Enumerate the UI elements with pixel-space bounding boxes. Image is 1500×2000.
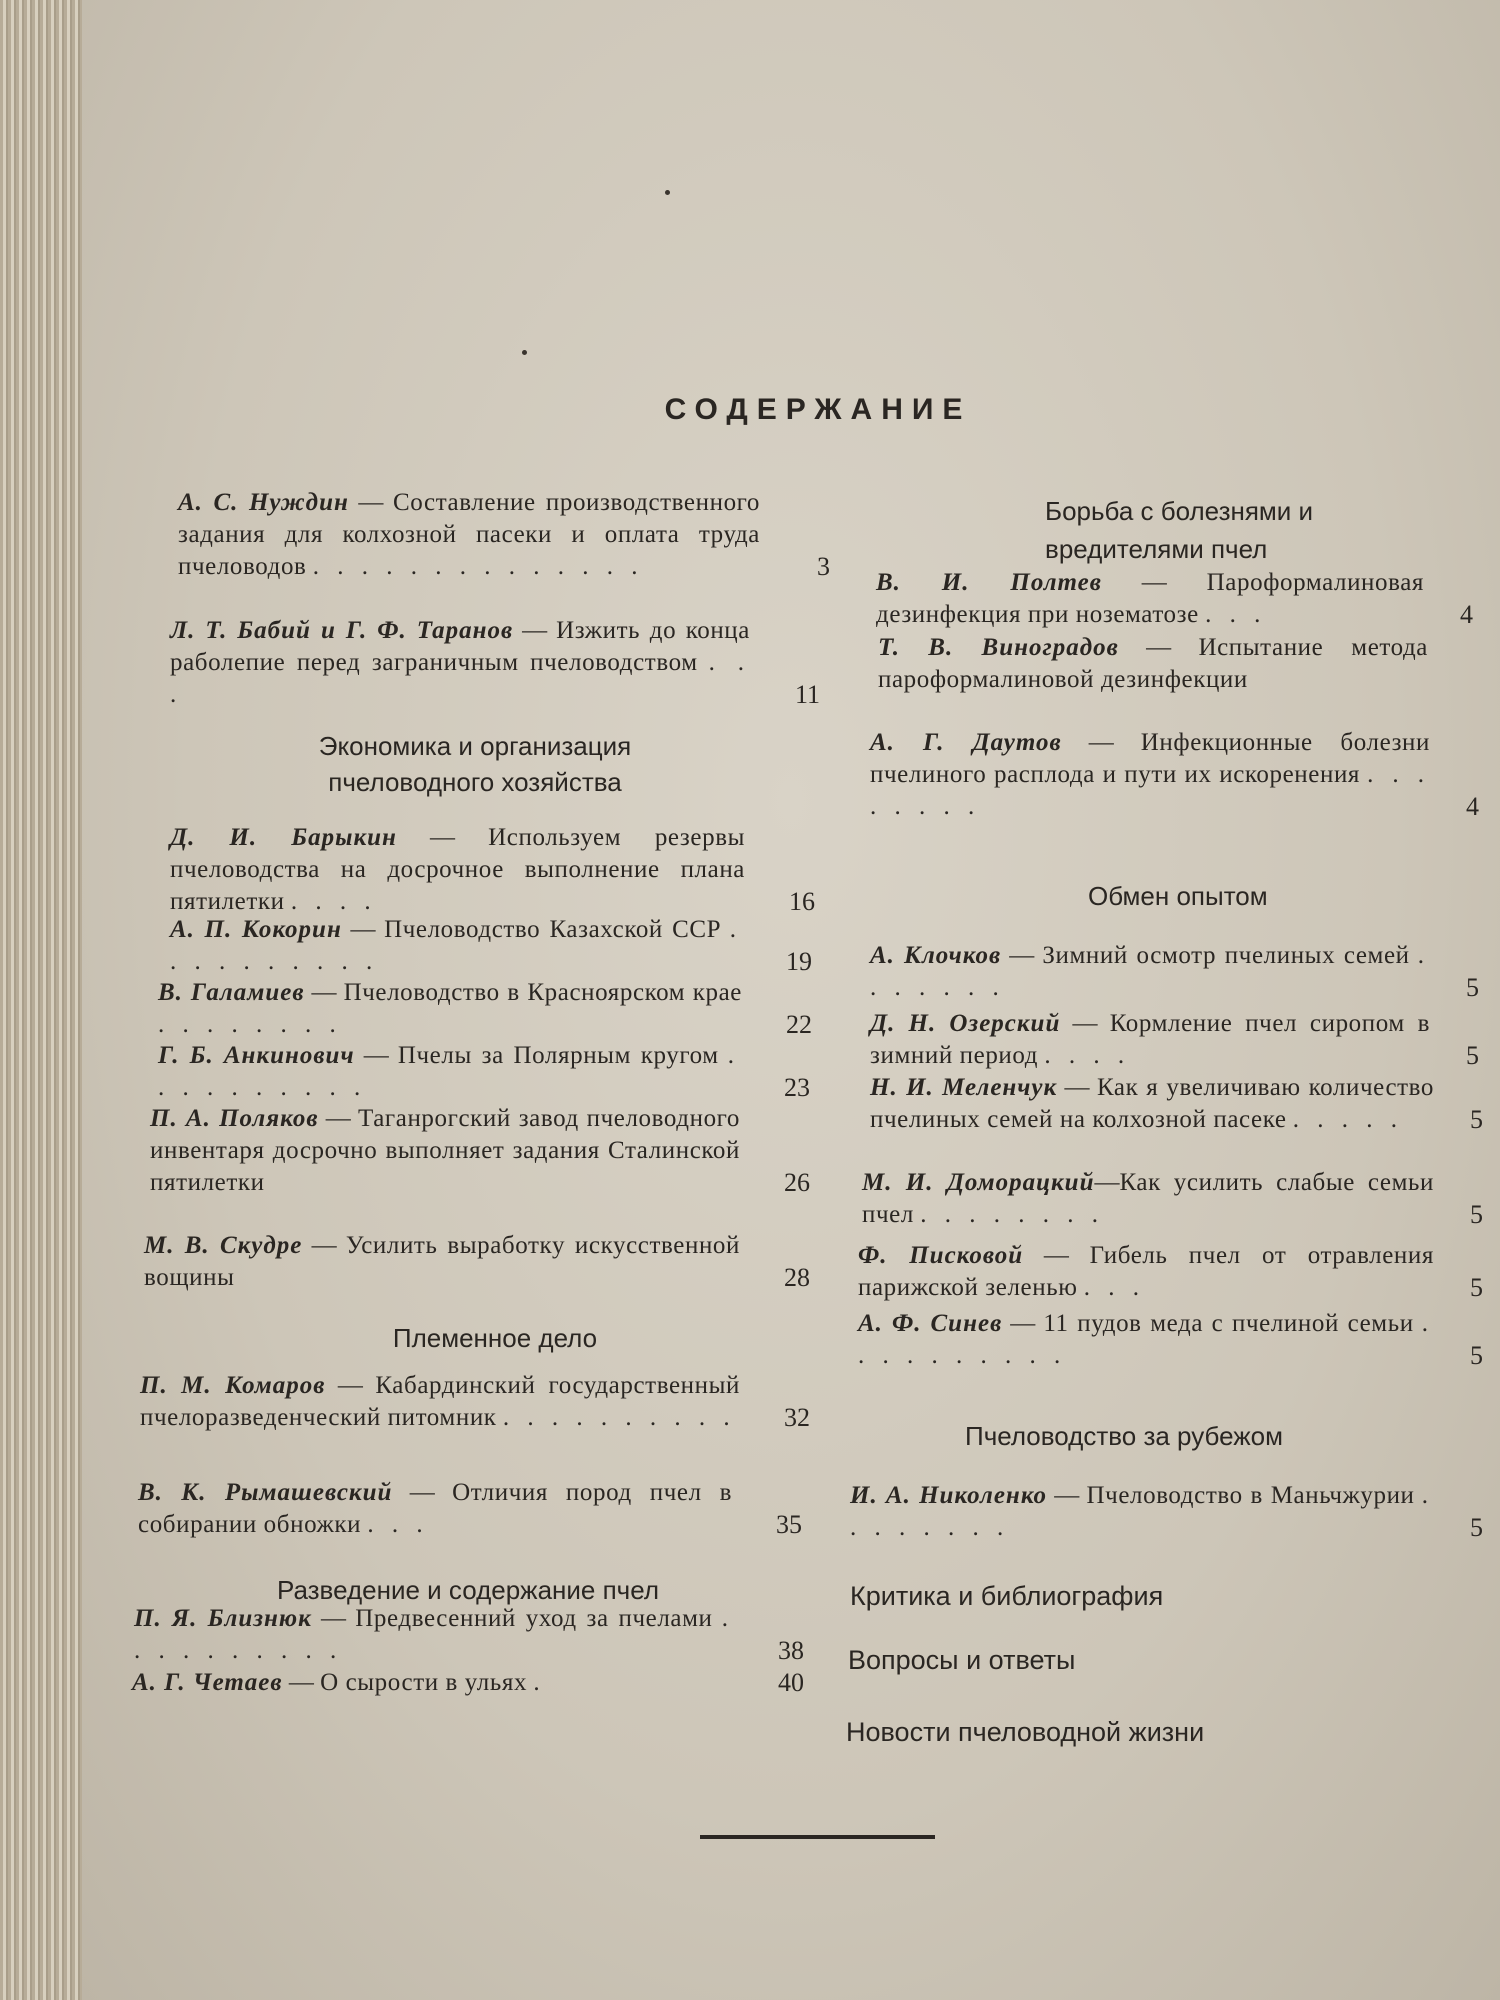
entry-author: А. Г. Даутов	[870, 729, 1062, 756]
entry-page: 4	[1460, 600, 1473, 629]
section-heading[interactable]: Новости пчеловодной жизни	[846, 1717, 1205, 1747]
entry-author: М. И. Доморацкий	[862, 1169, 1095, 1196]
entry-title: Пчеловодство в Красноярском крае	[343, 979, 743, 1006]
entry-author: Г. Б. Анкинович	[158, 1042, 355, 1069]
entry-title: 11 пудов меда с пчелиной семьи	[1043, 1310, 1414, 1337]
entry-page: 28	[784, 1263, 810, 1292]
section-heading: Разведение и содержание пчел	[276, 1575, 660, 1605]
toc-entry[interactable]: Л. Т. Бабий и Г. Ф. Таранов — Изжить до конца раболепие перед заграничным пчеловодством . . . 11	[170, 617, 820, 709]
entry-page: 3	[817, 552, 830, 581]
entry-page: 5	[1470, 1341, 1483, 1370]
entry-author: В. Галамиев	[158, 979, 305, 1006]
entry-page: 5	[1466, 973, 1479, 1002]
entry-page: 5	[1470, 1200, 1483, 1229]
entry-title: Пчелы за Полярным кругом	[397, 1042, 719, 1069]
entry-page: 5	[1470, 1513, 1483, 1542]
toc-entry[interactable]: А. Г. Даутов — Инфекционные болезни пчелиного расплода и пути их искоренения . . . . . . . . 4	[870, 727, 1430, 823]
toc-entry[interactable]: М. В. Скудре — Усилить выработку искусственной вощины 28	[144, 1232, 810, 1292]
toc-entry[interactable]: А. С. Нуждин — Составление производственного задания для колхозной пасеки и оплата труда пчеловодов . . . . . . . . . . . . . . 3	[178, 489, 830, 581]
toc-entry[interactable]: А. Клочков — Зимний осмотр пчелиных семей . . . . . . . 5	[870, 940, 1430, 1004]
entry-author: Т. В. Виноградов	[878, 634, 1119, 661]
entry-title: Таганрогский завод пчеловодного инвентаря досрочно выполняет задания Сталинской пятилетки	[150, 1105, 740, 1196]
entry-page: 5	[1470, 1273, 1483, 1302]
section-heading: Борьба с болезнями и вредителями пчел	[1045, 496, 1314, 564]
toc-entry[interactable]: Д. И. Барыкин — Используем резервы пчеловодства на досрочное выполнение плана пятилетки . . . . 16	[170, 824, 815, 916]
entry-title: Как я увеличиваю количество пчелиных семей на колхозной пасеке	[870, 1074, 1434, 1133]
entry-title: Инфекционные болезни пчелиного расплода и пути их искоренения	[870, 729, 1431, 788]
entry-page: 32	[784, 1403, 810, 1432]
toc-entry[interactable]: А. Ф. Синев — 11 пудов меда с пчелиной семьи . . . . . . . . . . 5	[858, 1308, 1434, 1372]
section-heading[interactable]: Критика и библиография	[850, 1581, 1164, 1611]
closing-rule	[700, 1835, 935, 1839]
toc-entry[interactable]: П. М. Комаров — Кабардинский государственный пчелоразведенческий питомник . . . . . . . . . . 32	[140, 1372, 810, 1432]
entry-author: П. М. Комаров	[140, 1372, 326, 1399]
entry-title: Предвесенний уход за пчелами	[355, 1605, 713, 1632]
entry-author: А. Г. Четаев	[132, 1669, 283, 1696]
entry-page: 40	[778, 1668, 804, 1697]
section-heading: Обмен опытом	[1088, 881, 1268, 911]
toc-entry[interactable]: М. И. Доморацкий—Как усилить слабые семьи пчел . . . . . . . . 5	[862, 1167, 1434, 1231]
entry-page: 11	[794, 680, 820, 709]
entry-author: В. К. Рымашевский	[138, 1479, 393, 1506]
entry-page: 26	[784, 1168, 810, 1197]
entry-author: А. С. Нуждин	[178, 489, 349, 516]
entry-title: Пароформалиновая дезинфекция при нозематозе	[876, 569, 1424, 628]
entry-title: Усилить выработку искусственной вощины	[144, 1232, 740, 1291]
toc-entry[interactable]: Г. Б. Анкинович — Пчелы за Полярным кругом . . . . . . . . . . 23	[158, 1042, 810, 1102]
entry-page: 23	[784, 1073, 810, 1102]
toc-entry[interactable]: В. Галамиев — Пчеловодство в Красноярском крае . . . . . . . . 22	[158, 979, 812, 1039]
entry-page: 35	[776, 1510, 802, 1539]
entry-author: И. А. Николенко	[850, 1482, 1048, 1509]
entry-author: Д. Н. Озерский	[870, 1010, 1061, 1037]
print-speck	[522, 350, 527, 355]
entry-author: П. Я. Близнюк	[134, 1605, 312, 1632]
toc-entry[interactable]: Ф. Писковой — Гибель пчел от отравления парижской зеленью . . . 5	[858, 1240, 1434, 1304]
entry-page: 16	[789, 887, 815, 916]
print-speck	[665, 190, 670, 195]
toc-entry[interactable]: Д. Н. Озерский — Кормление пчел сиропом в зимний период . . . . 5	[870, 1008, 1430, 1072]
entry-author: Л. Т. Бабий и Г. Ф. Таранов	[170, 617, 514, 644]
entry-title: Отличия пород пчел в собирании обножки	[138, 1479, 732, 1538]
section-heading: Племенное дело	[392, 1323, 598, 1353]
entry-author: А. Ф. Синев	[858, 1310, 1003, 1337]
toc-entry[interactable]: П. Я. Близнюк — Предвесенний уход за пчелами . . . . . . . . . . 38	[134, 1605, 804, 1665]
entry-title: Составление производственного задания для колхозной пасеки и оплата труда пчеловодов	[178, 489, 761, 580]
toc-entry[interactable]: П. А. Поляков — Таганрогский завод пчеловодного инвентаря досрочно выполняет задания Сталинской пятилетки 26	[150, 1105, 810, 1197]
entry-author: А. П. Кокорин	[170, 916, 342, 943]
entry-title: Используем резервы пчеловодства на досрочное выполнение плана пятилетки	[170, 824, 745, 915]
entry-author: В. И. Полтев	[876, 569, 1102, 596]
entry-title: Изжить до конца раболепие перед заграничным пчеловодством	[170, 617, 750, 676]
entry-title: Как усилить слабые семьи пчел	[862, 1169, 1435, 1228]
entry-title: Пчеловодство Казахской ССР	[384, 916, 722, 943]
toc-entry[interactable]: Н. И. Меленчук — Как я увеличиваю количество пчелиных семей на колхозной пасеке . . . . . 5	[870, 1072, 1434, 1136]
entry-author: Д. И. Барыкин	[170, 824, 397, 851]
section-heading: Экономика и организация пчеловодного хозяйства	[318, 731, 632, 797]
entry-author: Ф. Писковой	[858, 1242, 1024, 1269]
entry-author: М. В. Скудре	[144, 1232, 303, 1259]
entry-title: Кормление пчел сиропом в зимний период	[870, 1010, 1430, 1069]
entry-title: Гибель пчел от отравления парижской зеленью	[858, 1242, 1434, 1301]
entry-page: 5	[1466, 1041, 1479, 1070]
toc-entry[interactable]: Т. В. Виноградов — Испытание метода пароформалиновой дезинфекции	[878, 634, 1428, 693]
entry-page: 5	[1470, 1105, 1483, 1134]
entry-author: П. А. Поляков	[150, 1105, 319, 1132]
section-heading[interactable]: Вопросы и ответы	[848, 1645, 1076, 1675]
entry-title: Пчеловодство в Маньчжурии	[1086, 1482, 1415, 1509]
entry-title: Зимний осмотр пчелиных семей	[1042, 942, 1410, 969]
entry-author: А. Клочков	[870, 942, 1002, 969]
entry-page: 4	[1466, 792, 1479, 821]
entry-title: Кабардинский государственный пчелоразведенческий питомник	[140, 1372, 740, 1431]
toc-entry[interactable]: В. И. Полтев — Пароформалиновая дезинфекция при нозематозе . . . 4	[876, 567, 1424, 631]
entry-page: 19	[786, 947, 812, 976]
toc-entry[interactable]: И. А. Николенко — Пчеловодство в Маньчжурии . . . . . . . . 5	[850, 1480, 1434, 1544]
entry-title: О сырости в ульях	[320, 1669, 528, 1696]
toc-entry[interactable]: А. Г. Четаев — О сырости в ульях . 40	[132, 1668, 804, 1697]
toc-entry[interactable]: А. П. Кокорин — Пчеловодство Казахской ССР . . . . . . . . . . 19	[170, 916, 812, 976]
toc-entry[interactable]: В. К. Рымашевский — Отличия пород пчел в собирании обножки . . . 35	[138, 1479, 802, 1539]
entry-title: Испытание метода пароформалиновой дезинфекции	[878, 634, 1428, 693]
entry-page: 22	[786, 1010, 812, 1039]
section-heading: Пчеловодство за рубежом	[965, 1421, 1284, 1451]
entry-author: Н. И. Меленчук	[870, 1074, 1058, 1101]
entry-page: 38	[778, 1636, 804, 1665]
toc-heading: СОДЕРЖАНИЕ	[664, 393, 972, 426]
book-page-edges	[0, 0, 84, 2000]
